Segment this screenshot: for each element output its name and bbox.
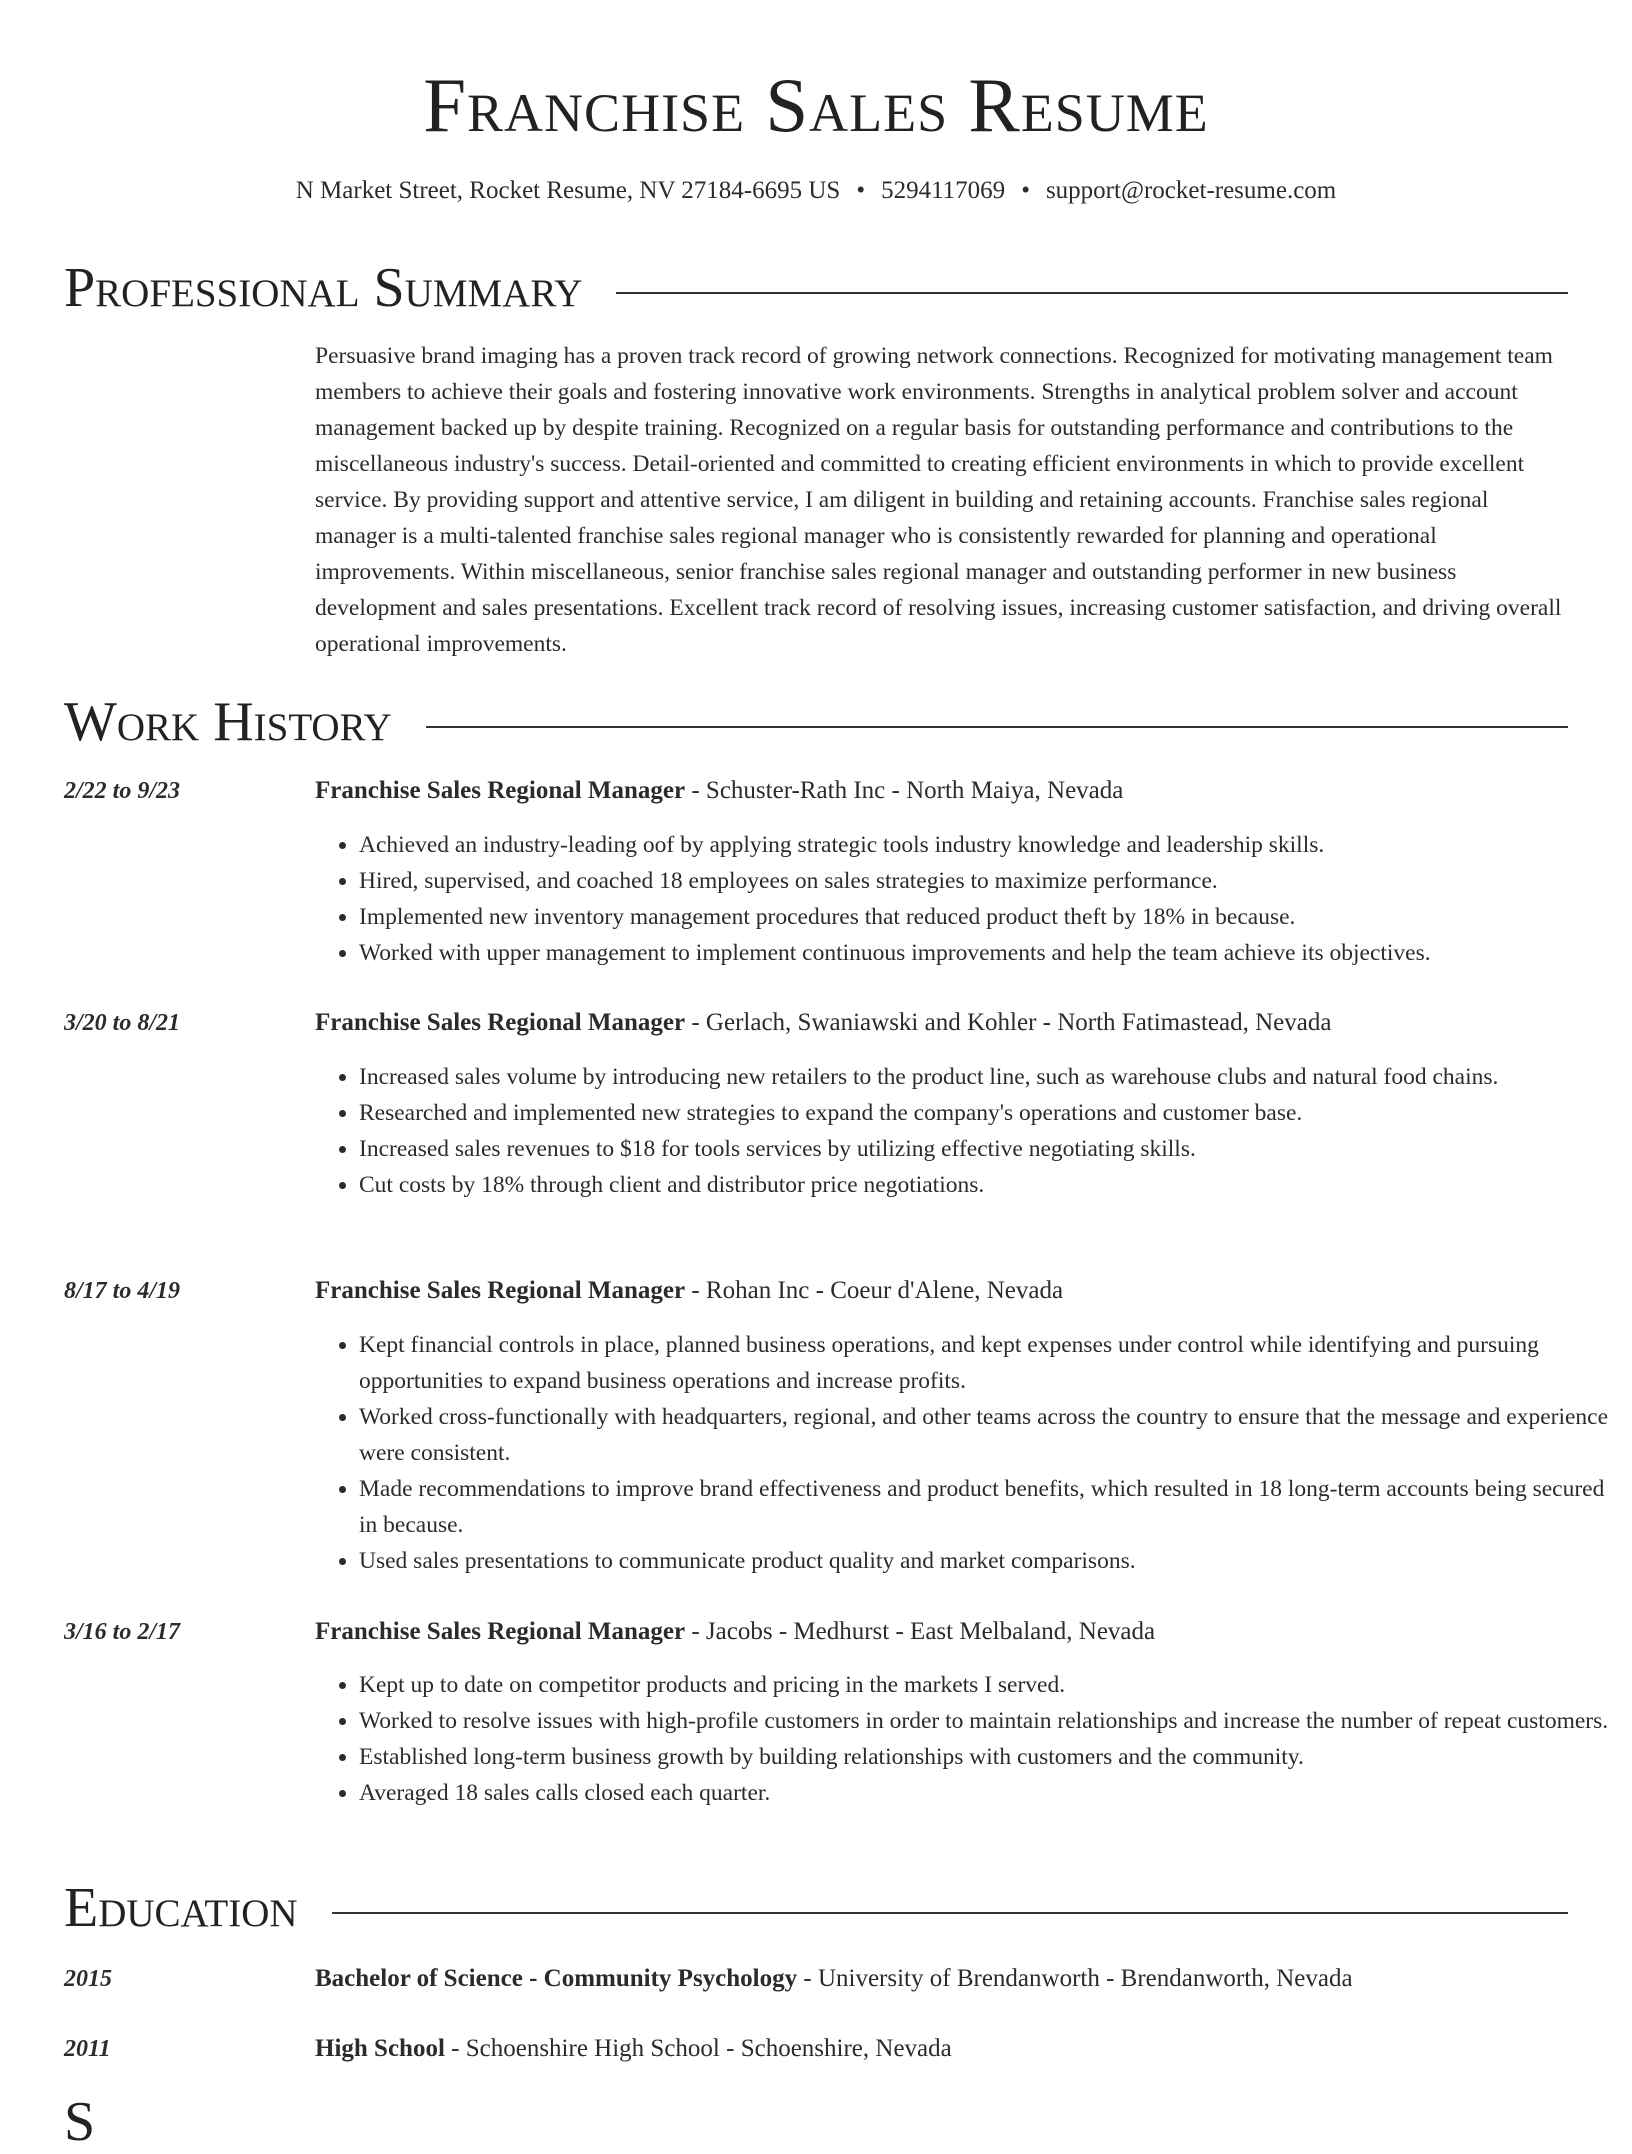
job-title: Franchise Sales Regional Manager	[315, 1277, 686, 1304]
job-employer: - Rohan Inc - Coeur d'Alene, Nevada	[685, 1277, 1064, 1304]
list-item: • Hired, supervised, and coached 18 employees on sales strategies to maximize performance.	[359, 863, 1619, 899]
list-item: • Established long-term business growth by building relationships with customers and the community.	[359, 1739, 1619, 1775]
summary-text: Persuasive brand imaging has a proven track record of growing network connections. Recognized for motivating management team members to achieve their goals and fostering innovative work environments. Strengths in analytical problem solver and account management backed up by despite training. Recognized on a regular basis for outstanding performance and contributions to the miscellaneous industry's success. Detail-oriented and committed to creating efficient environments in which to provide excellent service. By providing support and attentive service, I am diligent in building and retaining accounts. Franchise sales regional manager is a multi-talented franchise sales regional manager who is consistently rewarded for planning and operational improvements. Within miscellaneous, senior franchise sales regional manager and outstanding performer in new business development and sales presentations. Excellent track record of resolving issues, increasing customer satisfaction, and driving overall operational improvements.	[315, 343, 1562, 657]
job-heading	[315, 774, 1575, 808]
section-title-partial: S	[64, 2091, 96, 2153]
education-degree: High School	[315, 2035, 445, 2062]
section-divider	[332, 1912, 1568, 1914]
job-title: Franchise Sales Regional Manager	[315, 1009, 686, 1036]
list-item: • Averaged 18 sales calls closed each quarter.	[359, 1775, 1619, 1811]
section-title: Professional Summary	[64, 257, 583, 319]
contact-email[interactable]: support@rocket-resume.com	[1045, 177, 1337, 204]
job-heading	[315, 1006, 1575, 1040]
job-heading	[315, 1274, 1575, 1308]
job-bullets	[315, 1667, 1619, 1811]
section-divider	[426, 726, 1568, 728]
section-header-education	[64, 1876, 1568, 1940]
section-title: Education	[64, 1877, 298, 1939]
education-entry	[315, 2032, 1575, 2066]
contact-phone: 5294117069	[881, 177, 1006, 204]
job-title: Franchise Sales Regional Manager	[315, 1618, 686, 1645]
section-header-work-history	[64, 690, 1568, 754]
section-header-summary	[64, 256, 1568, 320]
contact-address: N Market Street, Rocket Resume, NV 27184-6695 US	[295, 177, 841, 204]
education-school: - University of Brendanworth - Brendanworth, Nevada	[797, 1965, 1353, 1992]
contact-separator: •	[856, 177, 866, 204]
job-dates: 2/22 to 9/23	[64, 778, 181, 804]
list-item: • Increased sales revenues to $18 for tools services by utilizing effective negotiating skills.	[359, 1131, 1619, 1167]
education-entry	[315, 1962, 1575, 1996]
job-dates: 3/20 to 8/21	[64, 1010, 181, 1036]
list-item: • Researched and implemented new strategies to expand the company's operations and customer base.	[359, 1095, 1619, 1131]
job-employer: - Jacobs - Medhurst - East Melbaland, Nevada	[685, 1618, 1156, 1645]
job-title: Franchise Sales Regional Manager	[315, 777, 686, 804]
education-degree: Bachelor of Science - Community Psychology	[315, 1965, 798, 1992]
section-divider	[616, 292, 1568, 294]
list-item: • Achieved an industry-leading oof by applying strategic tools industry knowledge and leadership skills.	[359, 827, 1619, 863]
list-item: • Worked with upper management to implement continuous improvements and help the team achieve its objectives.	[359, 935, 1619, 971]
list-item: • Kept financial controls in place, planned business operations, and kept expenses under control while identifying and pursuing opportunities to expand business operations and increase profits.	[359, 1327, 1619, 1399]
education-school: - Schoenshire High School - Schoenshire, Nevada	[444, 2035, 952, 2062]
job-employer: - Gerlach, Swaniawski and Kohler - North Fatimastead, Nevada	[685, 1009, 1332, 1036]
education-year: 2015	[64, 1966, 112, 1992]
list-item: • Used sales presentations to communicate product quality and market comparisons.	[359, 1543, 1619, 1579]
list-item: • Worked cross-functionally with headquarters, regional, and other teams across the country to ensure that the message and experience were consistent.	[359, 1399, 1619, 1471]
list-item: • Implemented new inventory management procedures that reduced product theft by 18% in because.	[359, 899, 1619, 935]
job-bullets	[315, 827, 1619, 971]
contact-line	[0, 174, 1632, 208]
section-title: Work History	[64, 691, 392, 753]
education-year: 2011	[64, 2036, 111, 2062]
contact-separator: •	[1021, 177, 1030, 204]
list-item: • Worked to resolve issues with high-profile customers in order to maintain relationships and increase the number of repeat customers.	[359, 1703, 1619, 1739]
job-bullets	[315, 1327, 1619, 1579]
list-item: • Kept up to date on competitor products and pricing in the markets I served.	[359, 1667, 1619, 1703]
list-item: • Increased sales volume by introducing new retailers to the product line, such as warehouse clubs and natural food chains.	[359, 1059, 1619, 1095]
job-dates: 3/16 to 2/17	[64, 1619, 181, 1645]
job-employer: - Schuster-Rath Inc - North Maiya, Nevada	[685, 777, 1124, 804]
list-item: • Made recommendations to improve brand effectiveness and product benefits, which resulted in 18 long-term accounts being secured in because.	[359, 1471, 1619, 1543]
job-heading	[315, 1615, 1575, 1649]
resume-title: Franchise Sales Resume	[423, 62, 1209, 148]
job-bullets	[315, 1059, 1619, 1203]
job-dates: 8/17 to 4/19	[64, 1278, 181, 1304]
list-item: • Cut costs by 18% through client and distributor price negotiations.	[359, 1167, 1619, 1203]
